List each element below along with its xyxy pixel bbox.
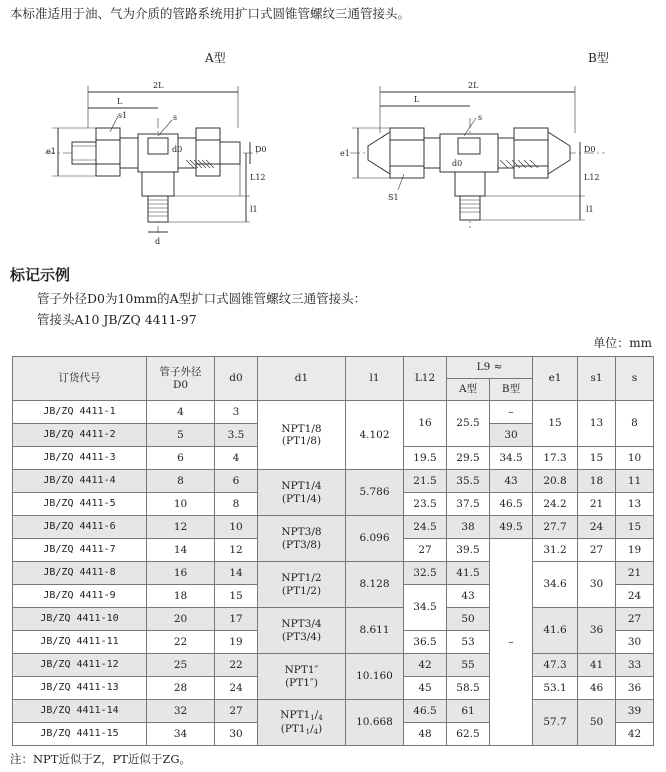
- header-l12: L12: [404, 357, 447, 401]
- cell-d1: [258, 516, 346, 562]
- d1-thread-alt-den: 4: [313, 727, 319, 736]
- header-s: s: [616, 357, 654, 401]
- cell-d1: [258, 401, 346, 470]
- cell-e1: 34.6: [533, 562, 578, 608]
- cell-d0: 3: [215, 401, 258, 424]
- cell-s1: 21: [578, 493, 616, 516]
- table-row: [13, 654, 654, 677]
- cell-D0: 8: [147, 470, 215, 493]
- figure-a-dim-2l: 2L: [153, 81, 164, 90]
- cell-a: 43: [447, 585, 490, 608]
- cell-e1: 47.3: [533, 654, 578, 677]
- footnote: 注：NPT近似于Z，PT近似于ZG。: [10, 752, 192, 766]
- cell-l1: 6.096: [346, 516, 404, 562]
- cell-a: 62.5: [447, 723, 490, 746]
- cell-d0: 4: [215, 447, 258, 470]
- cell-d0: 6: [215, 470, 258, 493]
- table-row: [13, 401, 654, 424]
- figure-b-dim-e1: e1: [340, 149, 350, 158]
- cell-b: 49.5: [490, 516, 533, 539]
- cell-s: 24: [616, 585, 654, 608]
- cell-l12: 48: [404, 723, 447, 746]
- cell-d1: [258, 608, 346, 654]
- header-outer-diameter: [147, 357, 215, 401]
- d1-thread: NPT3/8: [281, 526, 322, 539]
- cell-D0: 16: [147, 562, 215, 585]
- cell-D0: 10: [147, 493, 215, 516]
- figure-b-label-D0: D0: [584, 145, 596, 154]
- cell-l12: 23.5: [404, 493, 447, 516]
- cell-s1: 18: [578, 470, 616, 493]
- cell-s: 10: [616, 447, 654, 470]
- cell-e1: 57.7: [533, 700, 578, 746]
- cell-a: 58.5: [447, 677, 490, 700]
- d1-thread: NPT1/8: [281, 422, 322, 435]
- cell-code: JB/ZQ 4411-11: [13, 631, 147, 654]
- cell-l12: 27: [404, 539, 447, 562]
- d1-thread-alt-num: 1: [305, 727, 311, 736]
- d1-thread-alt: (PT3/4): [281, 630, 322, 643]
- d1-thread: NPT1″: [284, 664, 319, 677]
- d1-thread-alt: $(PT1^1/_4)$: [280, 722, 323, 736]
- cell-d0: 24: [215, 677, 258, 700]
- cell-s: 21: [616, 562, 654, 585]
- cell-b: 43: [490, 470, 533, 493]
- cell-s1: 36: [578, 608, 616, 654]
- cell-l1: 10.668: [346, 700, 404, 746]
- cell-s: 13: [616, 493, 654, 516]
- cell-D0: 18: [147, 585, 215, 608]
- cell-code: JB/ZQ 4411-13: [13, 677, 147, 700]
- unit-label: 单位：mm: [593, 336, 652, 350]
- cell-D0: 28: [147, 677, 215, 700]
- cell-s1: 13: [578, 401, 616, 447]
- marking-title: 标记示例: [10, 266, 71, 284]
- d1-thread-alt: (PT1/4): [281, 492, 322, 505]
- d1-thread-alt: (PT1/8): [281, 435, 322, 447]
- cell-a: 41.5: [447, 562, 490, 585]
- figure-b-dim-l1: l1: [586, 205, 594, 214]
- figure-a-dim-e1: e1: [46, 147, 56, 156]
- d1-thread: $NPT1^1/_4$: [280, 709, 323, 723]
- cell-a: 37.5: [447, 493, 490, 516]
- cell-e1: 20.8: [533, 470, 578, 493]
- cell-code: JB/ZQ 4411-9: [13, 585, 147, 608]
- cell-l12: 42: [404, 654, 447, 677]
- figure-b-title: B型: [588, 51, 609, 65]
- figure-a-label-D0: D0: [255, 145, 267, 154]
- cell-s: 33: [616, 654, 654, 677]
- cell-s: 11: [616, 470, 654, 493]
- marking-line-1: 管子外径D0为10mm的A型扩口式圆锥管螺纹三通管接头：: [37, 291, 367, 306]
- cell-d1: [258, 700, 346, 746]
- d1-thread-alt-whole: (PT1: [280, 722, 306, 735]
- cell-code: JB/ZQ 4411-10: [13, 608, 147, 631]
- header-s1: s1: [578, 357, 616, 401]
- cell-d1: [258, 654, 346, 700]
- cell-d0: 19: [215, 631, 258, 654]
- figure-a-dim-l: L: [117, 97, 123, 106]
- cell-e1: 17.3: [533, 447, 578, 470]
- cell-a: 55: [447, 654, 490, 677]
- cell-a: 29.5: [447, 447, 490, 470]
- d1-thread: NPT3/4: [281, 618, 322, 631]
- figure-b-dim-l12: L12: [584, 173, 600, 182]
- cell-l1: 5.786: [346, 470, 404, 516]
- cell-D0: 5: [147, 424, 215, 447]
- d1-thread-den: 4: [318, 714, 323, 723]
- cell-l12: 21.5: [404, 470, 447, 493]
- d1-thread-alt: (PT1″): [285, 676, 318, 689]
- cell-e1: 41.6: [533, 608, 578, 654]
- header-l1: l1: [346, 357, 404, 401]
- cell-s: 42: [616, 723, 654, 746]
- cell-d0: 27: [215, 700, 258, 723]
- d1-thread: NPT1/2: [281, 572, 322, 585]
- cell-l12: 19.5: [404, 447, 447, 470]
- cell-l12: 46.5: [404, 700, 447, 723]
- cell-s1: 24: [578, 516, 616, 539]
- cell-b: –: [490, 539, 533, 746]
- header-d0: d0: [215, 357, 258, 401]
- cell-D0: 14: [147, 539, 215, 562]
- cell-e1: 53.1: [533, 677, 578, 700]
- cell-l1: 8.128: [346, 562, 404, 608]
- cell-d0: 14: [215, 562, 258, 585]
- cell-D0: 4: [147, 401, 215, 424]
- cell-D0: 34: [147, 723, 215, 746]
- figure-a-dim-l1: l1: [250, 205, 258, 214]
- cell-s: 39: [616, 700, 654, 723]
- cell-s1: 46: [578, 677, 616, 700]
- d1-thread-alt: (PT3/8): [281, 538, 322, 551]
- cell-a: 25.5: [447, 401, 490, 447]
- cell-d0: 30: [215, 723, 258, 746]
- cell-s: 19: [616, 539, 654, 562]
- figure-a-label-s: s: [173, 113, 178, 122]
- cell-d1: [258, 470, 346, 516]
- cell-a: 35.5: [447, 470, 490, 493]
- header-outer-sym: D0: [172, 378, 189, 391]
- header-code: 订货代号: [13, 357, 147, 401]
- figure-a-dim-l12: L12: [250, 173, 266, 182]
- cell-D0: 32: [147, 700, 215, 723]
- cell-a: 39.5: [447, 539, 490, 562]
- cell-D0: 12: [147, 516, 215, 539]
- cell-l12: 32.5: [404, 562, 447, 585]
- technical-drawings: [0, 48, 666, 248]
- cell-l1: 8.611: [346, 608, 404, 654]
- table-row: [13, 700, 654, 723]
- figure-b-dim-l: L: [414, 95, 420, 104]
- cell-code: JB/ZQ 4411-5: [13, 493, 147, 516]
- figure-a-label-s1: s1: [118, 111, 128, 120]
- cell-d1: [258, 562, 346, 608]
- table-row: [13, 470, 654, 493]
- spec-table: [12, 356, 654, 746]
- cell-s1: 15: [578, 447, 616, 470]
- cell-a: 38: [447, 516, 490, 539]
- cell-a: 50: [447, 608, 490, 631]
- cell-code: JB/ZQ 4411-6: [13, 516, 147, 539]
- figure-b-dim-2l: 2L: [468, 81, 479, 90]
- cell-e1: 27.7: [533, 516, 578, 539]
- cell-b: 46.5: [490, 493, 533, 516]
- cell-code: JB/ZQ 4411-3: [13, 447, 147, 470]
- cell-l12: 34.5: [404, 585, 447, 631]
- cell-code: JB/ZQ 4411-2: [13, 424, 147, 447]
- cell-code: JB/ZQ 4411-7: [13, 539, 147, 562]
- table-row: [13, 608, 654, 631]
- cell-b: 30: [490, 424, 533, 447]
- cell-D0: 20: [147, 608, 215, 631]
- table-row: [13, 516, 654, 539]
- cell-code: JB/ZQ 4411-15: [13, 723, 147, 746]
- d1-thread-alt-close: ): [318, 722, 323, 735]
- cell-s1: 30: [578, 562, 616, 608]
- cell-l1: 4.102: [346, 401, 404, 470]
- cell-e1: 15: [533, 401, 578, 447]
- cell-d0: 15: [215, 585, 258, 608]
- cell-code: JB/ZQ 4411-4: [13, 470, 147, 493]
- figure-a-label-d0: d0: [172, 145, 183, 154]
- cell-code: JB/ZQ 4411-12: [13, 654, 147, 677]
- intro-text: 本标准适用于油、气为介质的管路系统用扩口式圆锥管螺纹三通管接头。: [10, 6, 411, 21]
- cell-l12: 45: [404, 677, 447, 700]
- cell-s: 30: [616, 631, 654, 654]
- cell-s1: 50: [578, 700, 616, 746]
- figure-a-dim-d: d: [155, 237, 161, 246]
- cell-s: 27: [616, 608, 654, 631]
- cell-code: JB/ZQ 4411-14: [13, 700, 147, 723]
- cell-d0: 12: [215, 539, 258, 562]
- cell-s: 15: [616, 516, 654, 539]
- cell-b: 34.5: [490, 447, 533, 470]
- cell-l12: 16: [404, 401, 447, 447]
- header-d1: d1: [258, 357, 346, 401]
- d1-thread-num: 1: [310, 714, 315, 723]
- marking-line-2: 管接头A10 JB/ZQ 4411-97: [37, 312, 197, 327]
- d1-thread: NPT1/4: [281, 480, 322, 493]
- figure-b-label-s1: S1: [388, 193, 399, 202]
- header-e1: e1: [533, 357, 578, 401]
- cell-b: –: [490, 401, 533, 424]
- cell-a: 53: [447, 631, 490, 654]
- cell-code: JB/ZQ 4411-8: [13, 562, 147, 585]
- cell-l12: 24.5: [404, 516, 447, 539]
- header-b-type: B型: [490, 379, 533, 401]
- cell-s1: 41: [578, 654, 616, 677]
- header-a-type: A型: [447, 379, 490, 401]
- cell-D0: 25: [147, 654, 215, 677]
- figure-b-label-d0: d0: [452, 159, 463, 168]
- cell-s: 36: [616, 677, 654, 700]
- cell-d0: 22: [215, 654, 258, 677]
- header-l9: L9 ≈: [447, 357, 533, 379]
- d1-thread-whole: NPT1: [280, 709, 311, 722]
- cell-l12: 36.5: [404, 631, 447, 654]
- cell-s1: 27: [578, 539, 616, 562]
- figure-a-title: A型: [205, 51, 226, 65]
- header-outer-top: 管子外径: [159, 366, 202, 379]
- cell-e1: 24.2: [533, 493, 578, 516]
- cell-a: 61: [447, 700, 490, 723]
- cell-D0: 22: [147, 631, 215, 654]
- table-row: [13, 562, 654, 585]
- cell-e1: 31.2: [533, 539, 578, 562]
- figure-b-label-s: s: [478, 113, 483, 122]
- cell-code: JB/ZQ 4411-1: [13, 401, 147, 424]
- cell-d0: 10: [215, 516, 258, 539]
- cell-d0: 8: [215, 493, 258, 516]
- cell-d0: 3.5: [215, 424, 258, 447]
- cell-s: 8: [616, 401, 654, 447]
- cell-d0: 17: [215, 608, 258, 631]
- cell-D0: 6: [147, 447, 215, 470]
- cell-l1: 10.160: [346, 654, 404, 700]
- d1-thread-alt: (PT1/2): [281, 584, 322, 597]
